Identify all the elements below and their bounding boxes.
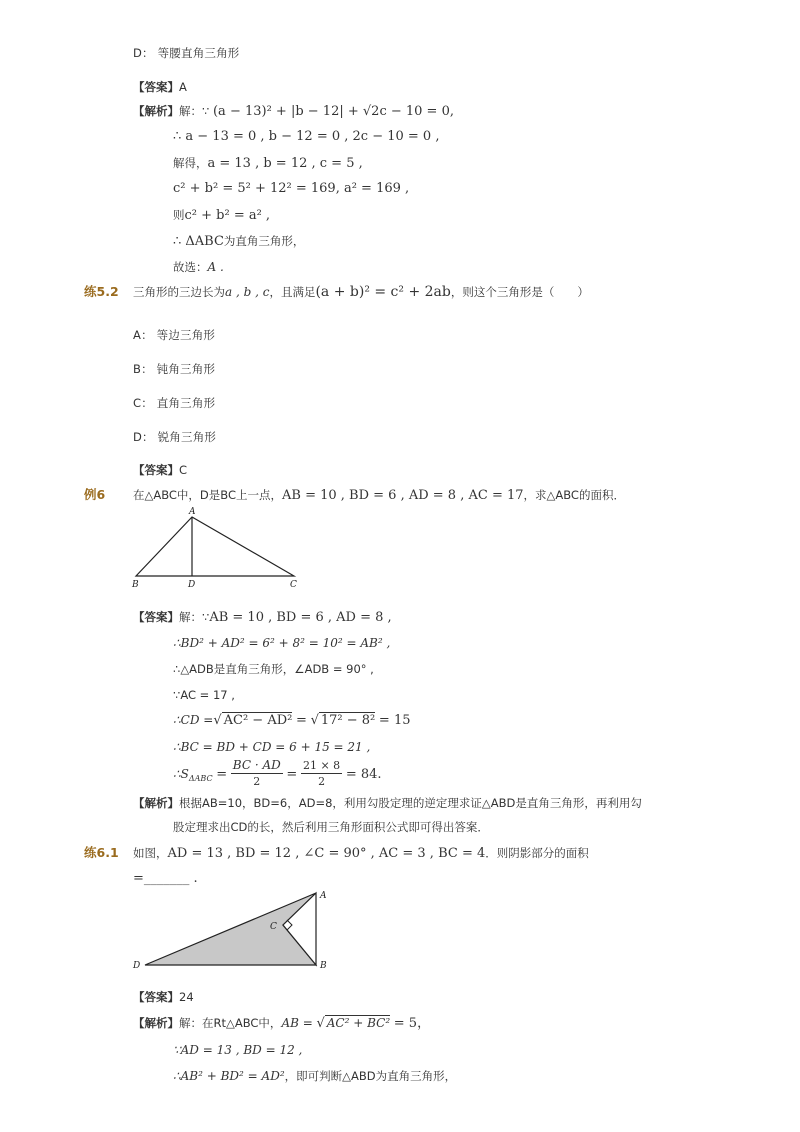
answer-value: 24 [179,990,194,1004]
analysis-6-1-line-2: ∵AD = 13 , BD = 12 , [173,1043,303,1057]
choice-value: A . [207,260,224,274]
analysis-tag: 【解析】 [133,796,179,810]
solution-6-line-6: ∴BC = BD + CD = 6 + 15 = 21 , [173,740,371,754]
s5-radicand-2: 17² − 8² [320,713,376,728]
s5-result: = 15 [378,713,411,728]
a3-suffix: ，即可判断△ABD为直角三角形， [284,1069,457,1083]
solution-6-line-3: ∴△ADB是直角三角形，∠ADB = 90° , [173,662,374,676]
a1-prefix: 解：在Rt△ABC中， [179,1016,282,1030]
equation-zeros: ∴ a − 13 = 0 , b − 12 = 0 , 2c − 10 = 0 , [173,129,440,144]
point-label-d: D [188,580,196,590]
a1-radicand: AC² + BC² [326,1016,391,1030]
answer-tag: 【答案】 [133,990,179,1004]
option-a: A： 等边三角形 [133,328,216,342]
s7-numerator-2: 21 × 8 [302,759,341,772]
then-prefix: 则 [173,208,185,222]
a1-result: = 5， [393,1016,431,1031]
answer-value: C [179,463,188,477]
q-prefix: 在△ABC中，D是BC上一点， [133,488,282,502]
then-math: c² + b² = a² , [184,208,271,223]
s7-prefix: ∴S [173,767,189,781]
s7-denominator-1: 2 [253,775,261,788]
answer-value: A [179,80,187,94]
s5-eq: = [296,713,307,728]
point-label-d: D [133,961,141,971]
s1-math: AB = 10 , BD = 6 , AD = 8 , [209,610,392,625]
triangle-math: ∴ ΔABC [173,234,224,249]
q-suffix: ，则这个三角形是（ ） [450,285,589,299]
solution-6-line-5: ∴CD =√ AC² − AD² = √ 17² − 8² = 15 [173,713,411,728]
q-given: AB = 10 , BD = 6 , AD = 8 , AC = 17 [282,488,524,503]
point-label-c: C [290,580,297,590]
s5-radicand-1: AC² − AD² [223,713,293,728]
point-label-c: C [270,922,277,932]
equation-given: (a − 13)² + |b − 12| + √2c − 10 = 0, [212,104,454,119]
point-label-b: B [132,580,139,590]
s7-denominator-2: 2 [318,775,326,788]
a3-math: ∴AB² + BD² = AD² [173,1069,285,1083]
s7-sub: ΔABC [188,774,213,783]
a1-math: AB = [281,1016,313,1030]
analysis-6-1-line-1: 【解析】解：在Rt△ABC中，AB = √ AC² + BC² = 5， [133,1016,431,1031]
exercise-label-5-2: 练5.2 [84,284,119,299]
point-label-a: A [189,507,196,517]
option-b: B： 钝角三角形 [133,362,216,376]
solution-prefix: 解：∵ [179,104,210,118]
q-equation: (a + b)² = c² + 2ab [315,284,451,300]
q-given: AD = 13 , BD = 12 , ∠C = 90° , AC = 3 , BC = 4 [167,846,486,861]
solution-6-line-2: ∴BD² + AD² = 6² + 8² = 10² = AB² , [173,636,391,650]
q-mid: ，且满足 [269,285,316,299]
analysis-text-1: 根据AB=10，BD=6，AD=8，利用勾股定理的逆定理求证△ABD是直角三角形，再利用勾 [179,796,642,810]
analysis-tag: 【解析】 [133,104,179,118]
example-label-6: 例6 [84,487,106,502]
s7-result: = 84. [345,767,382,782]
s5-prefix: ∴CD = [173,713,214,727]
s7-numerator-1: BC · AD [232,758,281,772]
analysis-6-1-line-3 [173,1068,456,1084]
analysis-6-line-2: 股定理求出CD的长，然后利用三角形面积公式即可得出答案． [173,820,489,834]
answer-row-6-1 [133,989,194,1005]
q-vars: a , b , c [225,285,270,299]
question-6-1-blank: =_______ . [133,871,198,886]
answer-tag: 【答案】 [133,463,179,477]
solve-prefix: 解得， [173,156,208,170]
point-label-b: B [320,961,327,971]
s7-eq-2: = [286,767,298,782]
triangle-suffix: 为直角三角形， [223,234,305,248]
option-d: D： 锐角三角形 [133,430,217,444]
answer-tag: 【答案】 [133,610,179,624]
q-suffix: ．则阴影部分的面积 [485,846,589,860]
pythagoras-check: c² + b² = 5² + 12² = 169, a² = 169 , [173,181,410,196]
choice-prefix: 故选： [173,260,208,274]
point-label-a: A [320,891,327,901]
s7-eq: = [216,767,228,782]
option-d-prev: D： 等腰直角三角形 [133,46,240,60]
q-prefix: 如图， [133,846,168,860]
s1-prefix: 解：∵ [179,610,210,624]
option-c: C： 直角三角形 [133,396,216,410]
solve-values: a = 13 , b = 12 , c = 5 , [207,156,363,171]
analysis-tag: 【解析】 [133,1016,179,1030]
q-prefix: 三角形的三边长为 [133,285,225,299]
q-suffix: ，求△ABC的面积． [523,488,625,502]
exercise-label-6-1: 练6.1 [84,845,119,860]
solution-6-line-4: ∵AC = 17 , [173,688,235,702]
answer-tag: 【答案】 [133,80,179,94]
